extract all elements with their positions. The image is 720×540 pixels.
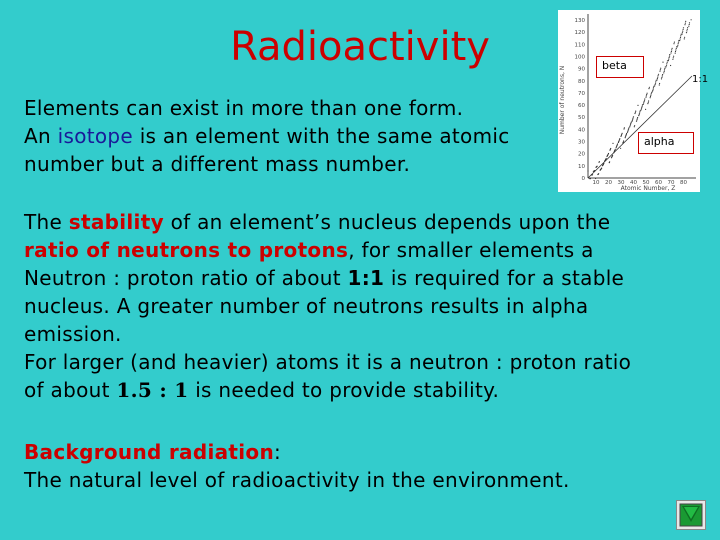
graph-stable-nuclide-point	[669, 54, 670, 55]
intro-line-1: Elements can exist in more than one form.	[24, 96, 464, 120]
graph-stable-nuclide-point	[592, 174, 593, 175]
graph-stable-nuclide-point	[610, 148, 611, 149]
graph-stable-nuclide-point	[680, 38, 681, 39]
stability-paragraph	[24, 208, 704, 404]
graph-stable-nuclide-point	[653, 87, 654, 88]
graph-stable-nuclide-point	[676, 46, 677, 47]
graph-ratio-line	[588, 76, 692, 178]
graph-y-tick-label: 100	[574, 54, 585, 61]
graph-stable-nuclide-point	[606, 158, 607, 159]
graph-stable-nuclide-point	[651, 93, 652, 94]
graph-y-tick-label: 40	[578, 127, 585, 134]
graph-stable-nuclide-point	[682, 32, 683, 33]
graph-stable-nuclide-point	[685, 23, 686, 24]
graph-stable-nuclide-point	[634, 113, 635, 114]
graph-y-tick-label: 30	[578, 139, 585, 146]
graph-stable-nuclide-point	[655, 84, 656, 85]
background-radiation-heading: Background radiation	[24, 440, 274, 464]
graph-y-tick-label: 10	[578, 163, 585, 170]
graph-stable-nuclide-point	[644, 100, 645, 101]
back-arrow-icon	[677, 501, 705, 529]
intro-paragraph	[24, 94, 564, 178]
graph-stable-nuclide-point	[655, 81, 656, 82]
graph-stable-nuclide-point	[669, 56, 670, 57]
neutron-proton-graph	[558, 10, 700, 192]
graph-stable-nuclide-point	[659, 71, 660, 72]
graph-stable-nuclide-point	[633, 116, 634, 117]
graph-stable-nuclide-point	[667, 60, 668, 61]
graph-stable-nuclide-point	[668, 59, 669, 60]
graph-stable-nuclide-point	[636, 121, 637, 122]
graph-stable-nuclide-point	[619, 138, 620, 139]
graph-stable-nuclide-point	[631, 122, 632, 123]
graph-stable-nuclide-point	[650, 95, 651, 96]
graph-y-tick-label: 80	[578, 78, 585, 85]
graph-stable-nuclide-point	[650, 96, 651, 97]
graph-stable-nuclide-point	[629, 126, 630, 127]
graph-stable-nuclide-point	[628, 130, 629, 131]
back-button[interactable]	[676, 500, 706, 530]
graph-stable-nuclide-point	[666, 65, 667, 66]
graph-stable-nuclide-point	[637, 118, 638, 119]
graph-stable-nuclide-point	[669, 57, 670, 58]
graph-stable-nuclide-point	[612, 143, 613, 144]
graph-stable-nuclide-point	[686, 32, 687, 33]
graph-stability-band	[587, 19, 691, 179]
graph-stable-nuclide-point	[650, 97, 651, 98]
graph-stable-nuclide-point	[687, 27, 688, 28]
ratio-1-1-label: 1:1	[692, 74, 709, 85]
graph-stable-nuclide-point	[675, 53, 676, 54]
graph-x-tick-label: 20	[605, 180, 612, 186]
graph-stable-nuclide-point	[653, 89, 654, 90]
graph-stable-nuclide-point	[635, 112, 636, 113]
graph-stable-nuclide-point	[667, 62, 668, 63]
graph-stable-nuclide-point	[631, 121, 632, 122]
graph-y-label: Number of neutrons, N	[559, 65, 566, 135]
graph-stable-nuclide-point	[639, 111, 640, 112]
graph-stable-nuclide-point	[674, 42, 675, 43]
graph-stable-nuclide-point	[603, 163, 604, 164]
graph-y-tick-label: 0	[581, 176, 585, 182]
graph-stable-nuclide-point	[671, 51, 672, 52]
graph-stable-nuclide-point	[663, 72, 664, 73]
graph-stable-nuclide-point	[689, 22, 690, 23]
graph-stable-nuclide-point	[662, 74, 663, 75]
graph-stable-nuclide-point	[630, 123, 631, 124]
graph-stable-nuclide-point	[684, 37, 685, 38]
graph-stable-nuclide-point	[659, 84, 660, 85]
graph-stable-nuclide-point	[661, 78, 662, 79]
graph-stable-nuclide-point	[671, 49, 672, 50]
graph-stable-nuclide-point	[628, 129, 629, 130]
isotope-term: isotope	[57, 124, 134, 148]
graph-stable-nuclide-point	[664, 71, 665, 72]
graph-stable-nuclide-point	[670, 65, 671, 66]
graph-stable-nuclide-point	[649, 87, 650, 88]
background-radiation-section	[24, 438, 704, 494]
graph-stable-nuclide-point	[664, 69, 665, 70]
graph-stable-nuclide-point	[633, 117, 634, 118]
graph-stable-nuclide-point	[658, 74, 659, 75]
stability-text-10: is needed to provide stability.	[188, 378, 500, 402]
graph-y-tick-label: 120	[574, 30, 585, 37]
stability-line-6: For larger (and heavier) atoms it is a neutron : proton ratio	[24, 350, 632, 374]
graph-y-tick-label: 20	[578, 151, 585, 158]
graph-stable-nuclide-point	[628, 127, 629, 128]
graph-x-tick-label: 50	[642, 180, 650, 186]
graph-stable-nuclide-point	[673, 43, 674, 44]
graph-stable-nuclide-point	[657, 78, 658, 79]
graph-stable-nuclide-point	[615, 149, 616, 150]
stability-text-4: Neutron : proton ratio of about	[24, 266, 348, 290]
stability-text-3: , for smaller elements a	[348, 238, 594, 262]
graph-stable-nuclide-point	[635, 111, 636, 112]
graph-stable-nuclide-point	[598, 173, 599, 174]
stability-line-3	[24, 264, 704, 292]
stability-line-2	[24, 236, 704, 264]
graph-stable-nuclide-point	[644, 101, 645, 102]
graph-stable-nuclide-point	[587, 170, 588, 171]
graph-stable-nuclide-point	[652, 90, 653, 91]
graph-stable-nuclide-point	[637, 117, 638, 118]
graph-stable-nuclide-point	[687, 29, 688, 30]
graph-stable-nuclide-point	[623, 140, 624, 141]
background-definition: The natural level of radioactivity in the environment.	[24, 468, 570, 492]
graph-stable-nuclide-point	[660, 69, 661, 70]
graph-stable-nuclide-point	[662, 75, 663, 76]
graph-stable-nuclide-point	[646, 94, 647, 95]
graph-stable-nuclide-point	[653, 86, 654, 87]
graph-stable-nuclide-point	[681, 34, 682, 35]
graph-stable-nuclide-point	[599, 161, 600, 162]
graph-stable-nuclide-point	[648, 102, 649, 103]
graph-stable-nuclide-point	[644, 98, 645, 99]
graph-stable-nuclide-point	[646, 95, 647, 96]
graph-x-tick-label: 70	[667, 180, 675, 186]
graph-x-tick-label: 80	[680, 180, 687, 186]
graph-stable-nuclide-point	[675, 51, 676, 52]
graph-stable-nuclide-point	[688, 26, 689, 27]
graph-stable-nuclide-point	[656, 80, 657, 81]
graph-stable-nuclide-point	[647, 103, 648, 104]
graph-stable-nuclide-point	[661, 77, 662, 78]
graph-stable-nuclide-point	[678, 40, 679, 41]
graph-stable-nuclide-point	[673, 56, 674, 57]
graph-stable-nuclide-point	[664, 68, 665, 69]
graph-stable-nuclide-point	[680, 37, 681, 38]
graph-stable-nuclide-point	[672, 48, 673, 49]
graph-stable-nuclide-point	[620, 148, 621, 149]
graph-stable-nuclide-point	[647, 93, 648, 94]
graph-stable-nuclide-point	[640, 110, 641, 111]
graph-stable-nuclide-point	[623, 142, 624, 143]
ratio-one-point-five: 1.5 : 1	[116, 378, 189, 402]
graph-stable-nuclide-point	[683, 27, 684, 28]
graph-stable-nuclide-point	[675, 49, 676, 50]
graph-stable-nuclide-point	[689, 24, 690, 25]
graph-stable-nuclide-point	[684, 38, 685, 39]
background-colon: :	[274, 440, 282, 464]
graph-x-tick-label: 30	[617, 180, 625, 186]
graph-stable-nuclide-point	[648, 100, 649, 101]
graph-y-tick-label: 70	[578, 90, 585, 97]
graph-stable-nuclide-point	[673, 57, 674, 58]
graph-stable-nuclide-point	[659, 83, 660, 84]
graph-stable-nuclide-point	[666, 63, 667, 64]
graph-stable-nuclide-point	[670, 52, 671, 53]
graph-stable-nuclide-point	[638, 115, 639, 116]
graph-x-tick-label: 40	[630, 180, 637, 186]
intro-text-a: An	[24, 124, 58, 148]
graph-stable-nuclide-point	[680, 35, 681, 36]
intro-line-3: number but a different mass number.	[24, 152, 411, 176]
graph-y-tick-label: 90	[578, 66, 585, 73]
graph-stable-nuclide-point	[651, 92, 652, 93]
graph-stable-nuclide-point	[682, 31, 683, 32]
stability-text-5: is required for a stable	[384, 266, 625, 290]
graph-stable-nuclide-point	[627, 131, 628, 132]
graph-stable-nuclide-point	[643, 102, 644, 103]
graph-stable-nuclide-point	[645, 97, 646, 98]
graph-stable-nuclide-point	[632, 119, 633, 120]
graph-stable-nuclide-point	[676, 48, 677, 49]
graph-stable-nuclide-point	[645, 109, 646, 110]
graph-stable-nuclide-point	[655, 83, 656, 84]
graph-stable-nuclide-point	[685, 21, 686, 22]
graph-stable-nuclide-point	[608, 153, 609, 154]
graph-stable-nuclide-point	[622, 133, 623, 134]
graph-svg	[558, 10, 700, 192]
graph-stable-nuclide-point	[683, 29, 684, 30]
intro-text-b: is an element with the same atomic	[133, 124, 510, 148]
graph-stable-nuclide-point	[678, 42, 679, 43]
stability-line-4: nucleus. A greater number of neutrons results in alpha	[24, 294, 589, 318]
graph-stable-nuclide-point	[634, 126, 635, 127]
graph-y-tick-label: 110	[574, 42, 585, 49]
ratio-one-to-one: 1:1	[347, 266, 385, 290]
ratio-phrase: ratio of neutrons to protons	[24, 238, 349, 262]
graph-stable-nuclide-point	[612, 155, 613, 156]
graph-stable-nuclide-point	[594, 170, 595, 171]
graph-stable-nuclide-point	[691, 19, 692, 20]
graph-stable-nuclide-point	[642, 104, 643, 105]
stability-term: stability	[68, 210, 164, 234]
graph-stable-nuclide-point	[639, 114, 640, 115]
graph-stable-nuclide-point	[590, 178, 591, 179]
graph-stable-nuclide-point	[648, 88, 649, 89]
alpha-label: alpha	[638, 132, 694, 154]
graph-stable-nuclide-point	[623, 128, 624, 129]
stability-line-1	[24, 208, 704, 236]
stability-text-9: of about	[24, 378, 117, 402]
graph-stable-nuclide-point	[597, 166, 598, 167]
graph-stable-nuclide-point	[641, 107, 642, 108]
graph-y-tick-label: 130	[574, 18, 585, 24]
graph-stable-nuclide-point	[672, 59, 673, 60]
graph-stable-nuclide-point	[658, 75, 659, 76]
graph-y-ticks	[575, 18, 586, 182]
stability-line-5: emission.	[24, 322, 122, 346]
graph-stable-nuclide-point	[636, 119, 637, 120]
graph-stable-nuclide-point	[601, 168, 602, 169]
graph-stable-nuclide-point	[686, 30, 687, 31]
graph-stable-nuclide-point	[641, 108, 642, 109]
graph-stable-nuclide-point	[626, 134, 627, 135]
graph-stable-nuclide-point	[678, 43, 679, 44]
graph-stable-nuclide-point	[617, 143, 618, 144]
graph-stable-nuclide-point	[662, 62, 663, 63]
graph-stable-nuclide-point	[624, 127, 625, 128]
graph-stable-nuclide-point	[634, 125, 635, 126]
beta-label: beta	[596, 56, 644, 78]
graph-stable-nuclide-point	[684, 24, 685, 25]
stability-text-1: The	[24, 210, 69, 234]
graph-stable-nuclide-point	[630, 125, 631, 126]
graph-x-tick-label: 60	[655, 180, 662, 186]
graph-stable-nuclide-point	[632, 120, 633, 121]
stability-text-2: of an element’s nucleus depends upon the	[163, 210, 611, 234]
graph-stable-nuclide-point	[595, 178, 596, 179]
graph-stable-nuclide-point	[626, 133, 627, 134]
graph-stable-nuclide-point	[665, 66, 666, 67]
graph-y-tick-label: 50	[578, 115, 585, 122]
graph-stable-nuclide-point	[639, 113, 640, 114]
graph-stable-nuclide-point	[660, 68, 661, 69]
graph-stable-nuclide-point	[637, 105, 638, 106]
slide-title: Radioactivity	[230, 24, 490, 70]
stability-line-7	[24, 376, 704, 404]
background-heading-line	[24, 438, 704, 466]
intro-line-2	[24, 122, 564, 150]
graph-stable-nuclide-point	[657, 77, 658, 78]
graph-stable-nuclide-point	[642, 106, 643, 107]
graph-stable-nuclide-point	[609, 161, 610, 162]
graph-stable-nuclide-point	[625, 136, 626, 137]
graph-stable-nuclide-point	[677, 45, 678, 46]
graph-x-label: Atomic Number, Z	[620, 185, 676, 192]
graph-y-tick-label: 60	[578, 103, 585, 110]
graph-stable-nuclide-point	[630, 124, 631, 125]
graph-x-tick-label: 10	[592, 180, 600, 186]
